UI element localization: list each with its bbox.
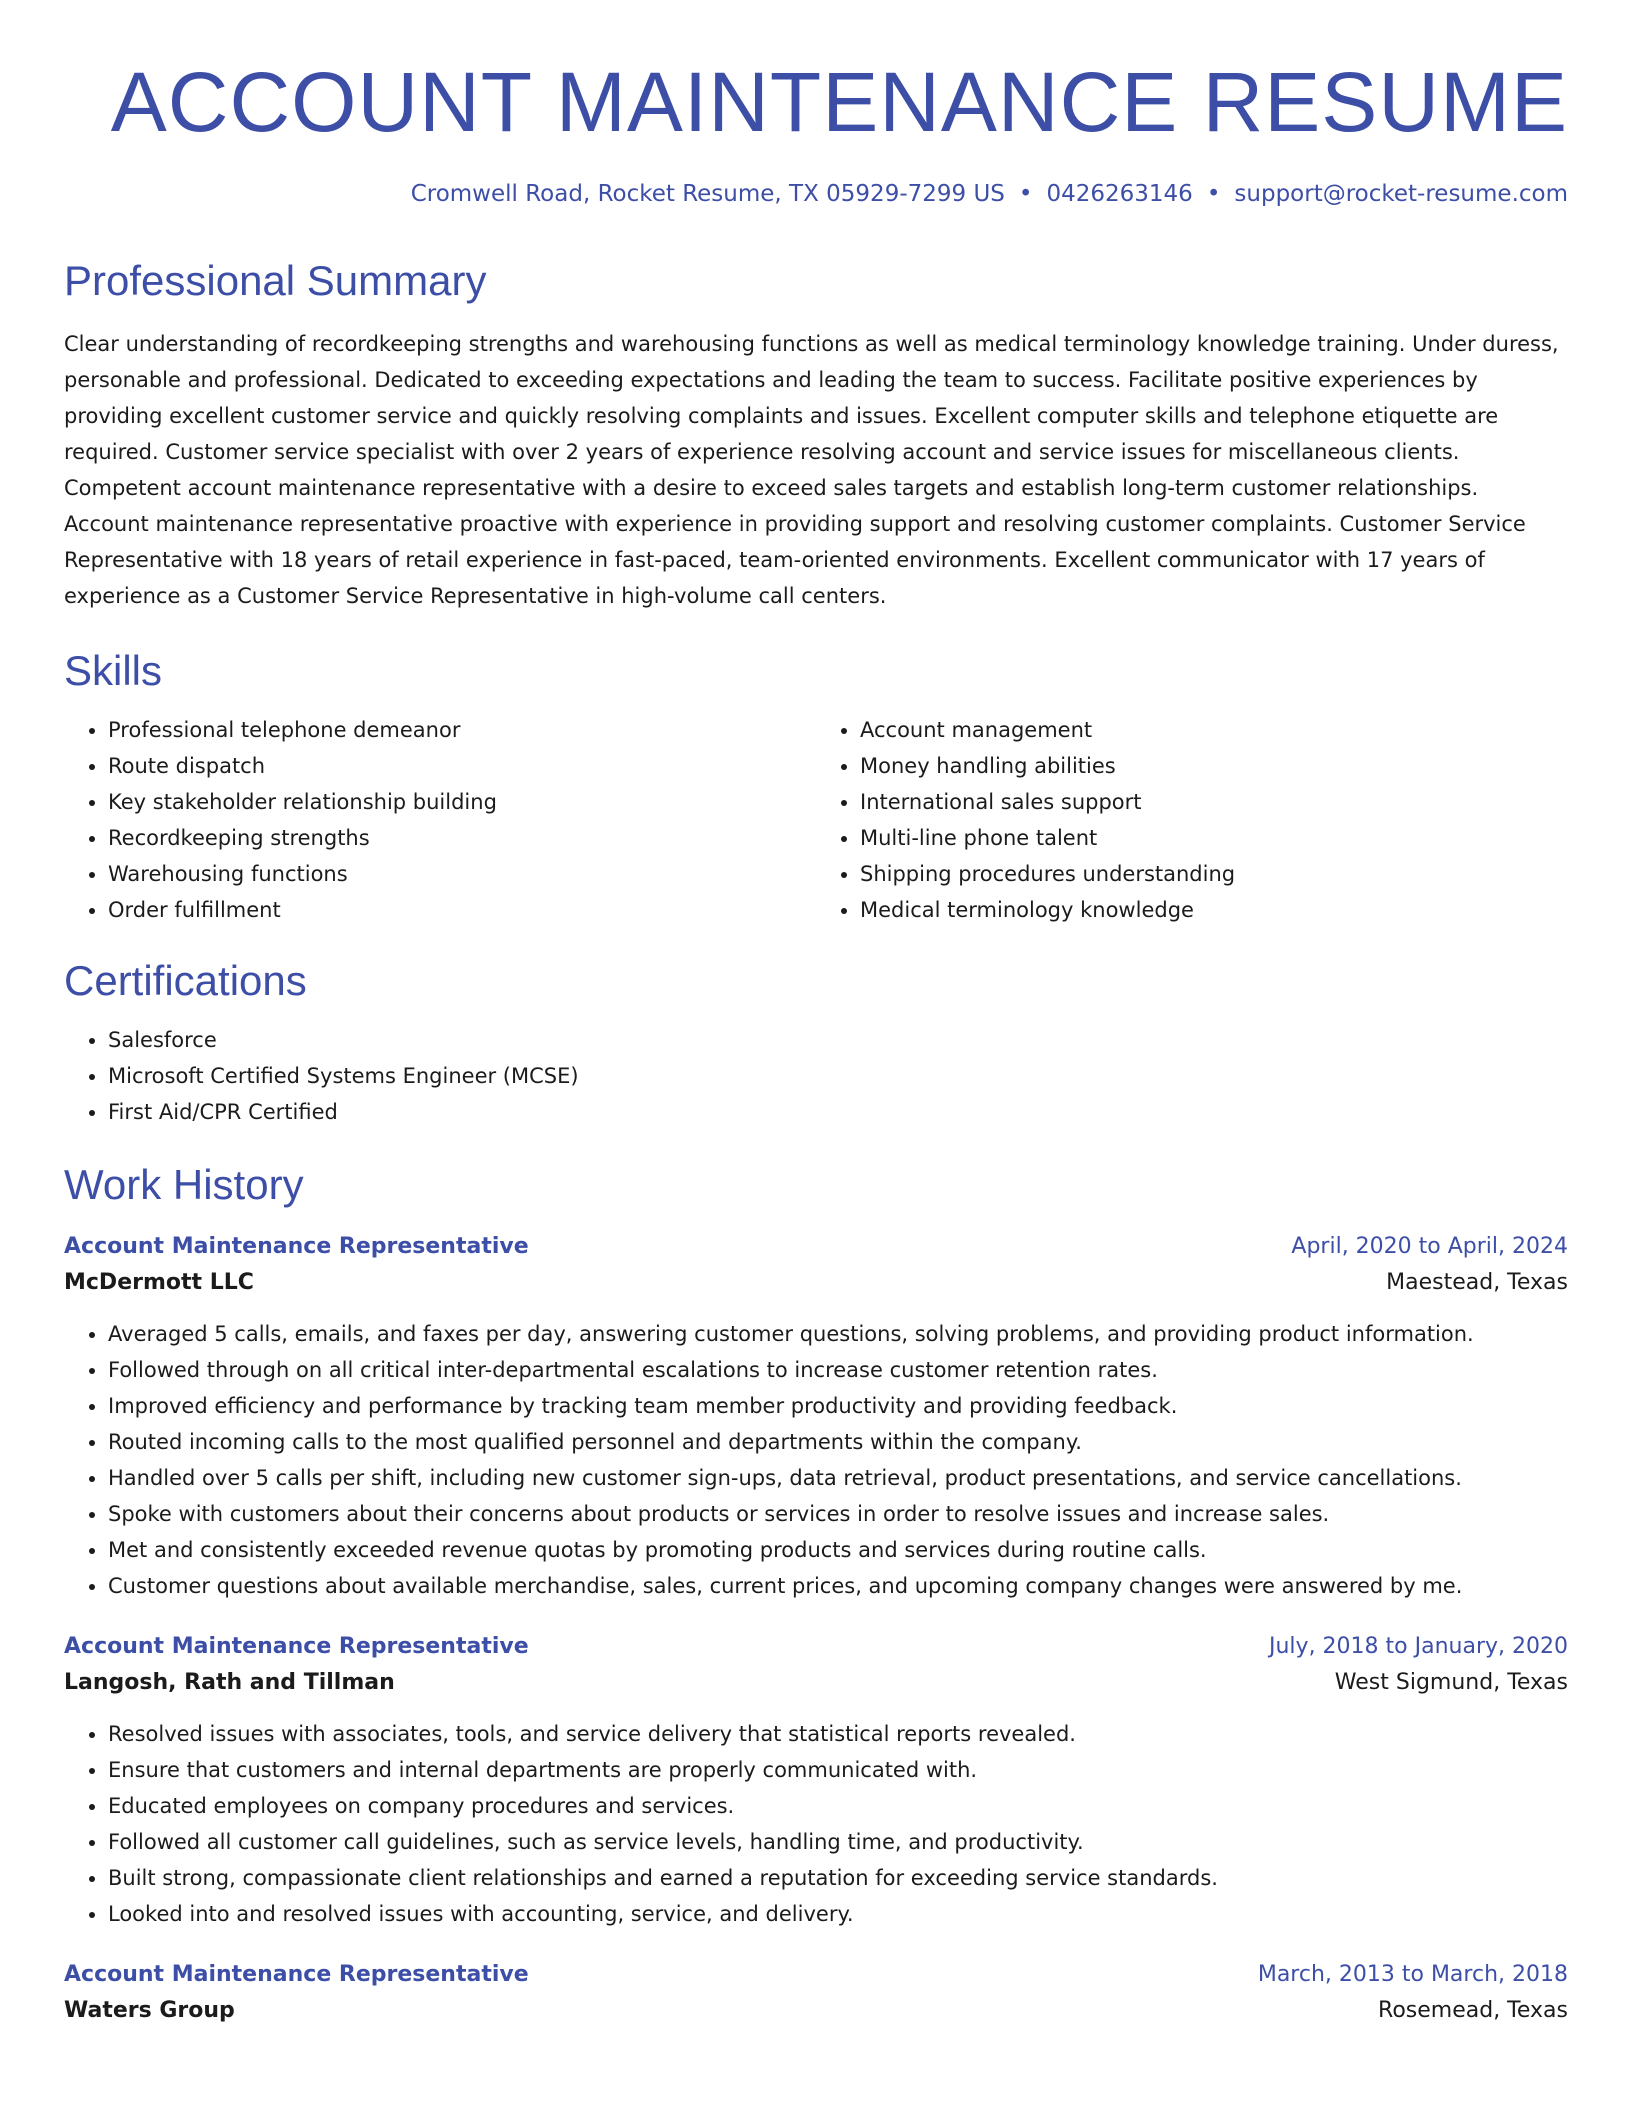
job-title-row — [64, 1958, 1568, 1992]
skill-item: • Shipping procedures understanding — [860, 856, 1568, 892]
skill-item: • Route dispatch — [108, 748, 816, 784]
skill-item: • Recordkeeping strengths — [108, 820, 816, 856]
job-location: West Sigmund, Texas — [1334, 1670, 1568, 1695]
job-company-row — [64, 1264, 1568, 1302]
job-bullet: • Customer questions about available merchandise, sales, current prices, and upcoming company changes were answered by me. — [108, 1568, 1568, 1604]
skill-item: • Medical terminology knowledge — [860, 892, 1568, 928]
skills-heading: Skills — [64, 647, 163, 694]
skill-item: • Warehousing functions — [108, 856, 816, 892]
skill-item: • Key stakeholder relationship building — [108, 784, 816, 820]
skill-item: • Multi-line phone talent — [860, 820, 1568, 856]
summary-text: Clear understanding of recordkeeping strengths and warehousing functions as well as medical terminology knowledge training. Under duress, personable and professional. Dedicated to exceeding expectations and leading the team to success. Facilitate positive experiences by providing excellent customer service and quickly resolving complaints and issues. Excellent computer skills and telephone etiquette are required. Customer service specialist with over 2 years of experience resolving account and service issues for miscellaneous clients. Competent account maintenance representative with a desire to exceed sales targets and establish long-term customer relationships. Account maintenance representative proactive with experience in providing support and resolving customer complaints. Customer Service Representative with 18 years of retail experience in fast-paced, team-oriented environments. Excellent communicator with 17 years of experience as a Customer Service Representative in high-volume call centers. — [64, 332, 1559, 608]
certifications-list — [64, 1022, 1568, 1130]
summary-heading: Professional Summary — [64, 257, 487, 304]
job-company-row — [64, 1664, 1568, 1702]
job-dates: March, 2013 to March, 2018 — [1257, 1962, 1568, 1987]
skill-item: • Account management — [860, 712, 1568, 748]
job-entry — [64, 1958, 1568, 2030]
job-title-row — [64, 1230, 1568, 1264]
phone-text: 0426263146 — [1046, 181, 1193, 207]
job-company: Langosh, Rath and Tillman — [64, 1670, 395, 1695]
skills-list-left — [64, 712, 816, 928]
job-title: Account Maintenance Representative — [64, 1234, 529, 1259]
skill-item: • International sales support — [860, 784, 1568, 820]
job-title: Account Maintenance Representative — [64, 1634, 529, 1659]
job-bullet: • Spoke with customers about their concerns about products or services in order to resolve issues and increase sales. — [108, 1496, 1568, 1532]
job-dates: April, 2020 to April, 2024 — [1291, 1234, 1568, 1259]
job-company: McDermott LLC — [64, 1270, 254, 1295]
skill-item: • Professional telephone demeanor — [108, 712, 816, 748]
job-location: Rosemead, Texas — [1378, 1998, 1568, 2023]
job-bullet: • Routed incoming calls to the most qualified personnel and departments within the company. — [108, 1424, 1568, 1460]
skill-item: • Order fulfillment — [108, 892, 816, 928]
contact-line — [64, 178, 1568, 210]
skills-grid — [64, 712, 1568, 928]
job-bullet: • Ensure that customers and internal departments are properly communicated with. — [108, 1752, 1568, 1788]
certification-item: • Salesforce — [108, 1022, 1568, 1058]
job-bullet: • Followed all customer call guidelines, such as service levels, handling time, and productivity. — [108, 1824, 1568, 1860]
resume-title: ACCOUNT MAINTENANCE RESUME — [110, 55, 1568, 149]
certification-item: • First Aid/CPR Certified — [108, 1094, 1568, 1130]
job-title-row — [64, 1630, 1568, 1664]
job-bullet: • Looked into and resolved issues with accounting, service, and delivery. — [108, 1896, 1568, 1932]
job-bullet: • Averaged 5 calls, emails, and faxes per day, answering customer questions, solving problems, and providing product information. — [108, 1316, 1568, 1352]
job-bullets — [64, 1316, 1568, 1604]
skills-list-right — [816, 712, 1568, 928]
address-text: Cromwell Road, Rocket Resume, TX 05929-7299 US — [410, 181, 1005, 207]
job-location: Maestead, Texas — [1386, 1270, 1568, 1295]
work-history-heading: Work History — [64, 1161, 304, 1208]
job-company: Waters Group — [64, 1998, 235, 2023]
separator-dot: • — [1018, 181, 1033, 207]
job-company-row — [64, 1992, 1568, 2030]
job-bullets — [64, 1716, 1568, 1932]
job-title: Account Maintenance Representative — [64, 1962, 529, 1987]
job-bullet: • Followed through on all critical inter-departmental escalations to increase customer retention rates. — [108, 1352, 1568, 1388]
job-bullet: • Improved efficiency and performance by tracking team member productivity and providing feedback. — [108, 1388, 1568, 1424]
job-dates: July, 2018 to January, 2020 — [1269, 1634, 1568, 1659]
separator-dot: • — [1206, 181, 1221, 207]
job-bullet: • Built strong, compassionate client relationships and earned a reputation for exceeding service standards. — [108, 1860, 1568, 1896]
job-bullet: • Educated employees on company procedures and services. — [108, 1788, 1568, 1824]
job-bullet: • Met and consistently exceeded revenue quotas by promoting products and services during routine calls. — [108, 1532, 1568, 1568]
job-bullet: • Resolved issues with associates, tools, and service delivery that statistical reports revealed. — [108, 1716, 1568, 1752]
certification-item: • Microsoft Certified Systems Engineer (MCSE) — [108, 1058, 1568, 1094]
job-entry — [64, 1630, 1568, 1932]
email-link[interactable]: support@rocket-resume.com — [1234, 181, 1568, 207]
certifications-heading: Certifications — [64, 957, 307, 1004]
skill-item: • Money handling abilities — [860, 748, 1568, 784]
job-entry — [64, 1230, 1568, 1604]
job-bullet: • Handled over 5 calls per shift, including new customer sign-ups, data retrieval, product presentations, and service cancellations. — [108, 1460, 1568, 1496]
